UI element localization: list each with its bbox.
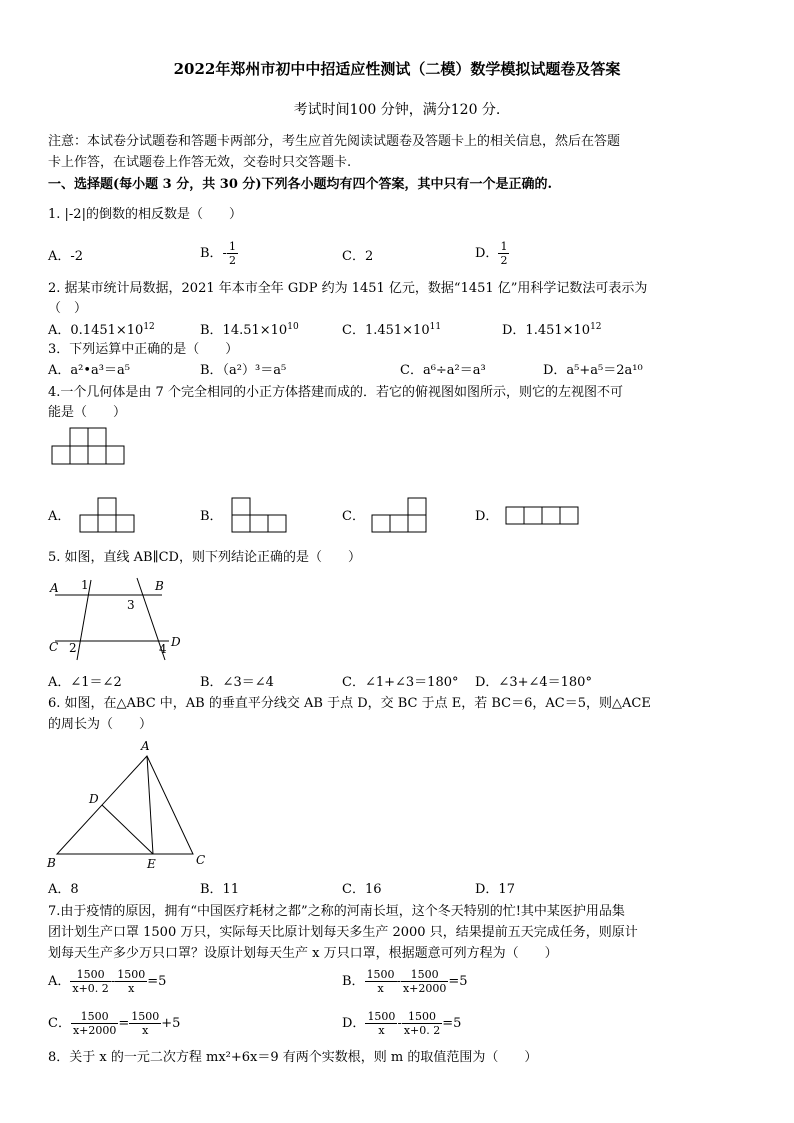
q2-option-c-exponent: 11 <box>429 322 442 332</box>
q2-option-a-exponent: 12 <box>143 322 155 332</box>
fraction-denominator: x <box>128 982 135 995</box>
q6-triangle-figure <box>45 738 215 870</box>
q5-option-a: A．∠1＝∠2 <box>48 675 122 690</box>
q4-stem-line-1: 4.一个几何体是由 7 个完全相同的小正方体搭建而成的．若它的俯视图如图所示，则它的左视图不可 <box>48 385 623 400</box>
fraction-numerator: 1 <box>500 240 508 253</box>
q1-option-b <box>200 240 238 267</box>
fraction-denominator: x <box>378 1024 385 1037</box>
equals-sign: = <box>118 1016 130 1031</box>
q5-parallel-lines-figure <box>45 574 195 664</box>
fraction-denominator: 2 <box>228 254 236 267</box>
fraction-numerator: 1500 <box>402 1010 442 1024</box>
minus-sign: - <box>110 974 116 989</box>
equation-tail: =5 <box>147 974 167 989</box>
q7-option-c <box>48 1010 180 1037</box>
q3-option-a: A．a²•a³＝a⁵ <box>48 363 130 378</box>
q2-stem-line-2: （ ） <box>48 301 88 316</box>
fraction-denominator: x <box>377 982 384 995</box>
q1-option-d <box>475 240 509 267</box>
fraction-denominator: 2 <box>500 254 508 267</box>
segment-de <box>102 805 153 854</box>
q2-option-d <box>502 322 602 340</box>
fraction-denominator: x+0. 2 <box>72 982 109 995</box>
q5-label-d: D <box>171 635 181 649</box>
fraction-numerator: 1500 <box>71 1010 118 1024</box>
fraction-denominator: x+0. 2 <box>403 1024 441 1037</box>
q2-option-c <box>342 322 441 340</box>
section-heading: 一、选择题(每小题 3 分，共 30 分)下列各小题均有四个答案，其中只有一个是正确的. <box>48 177 553 192</box>
q6-label-d: D <box>89 792 99 806</box>
q3-option-c: C．a⁶÷a²＝a³ <box>400 363 486 378</box>
q2-option-b-exponent: 10 <box>287 322 299 332</box>
q7-option-d-fraction-1 <box>365 1010 397 1037</box>
q6-label-e: E <box>147 857 156 871</box>
q2-stem-line-1: 2. 据某市统计局数据，2021 年本市全年 GDP 约为 1451 亿元，数据“1451 亿”用科学记数法可表示为 <box>48 281 648 296</box>
notice-line-1: 注意：本试卷分试题卷和答题卡两部分，考生应首先阅读试题卷及答题卡上的相关信息，然后在答题 <box>48 134 621 149</box>
q7-option-c-fraction-1 <box>71 1010 118 1037</box>
q3-option-b: B．（a²）³＝a⁵ <box>200 363 287 378</box>
q7-option-d-label: D． <box>342 1016 366 1031</box>
q1-option-d-fraction <box>498 240 509 267</box>
q6-label-a: A <box>141 739 150 753</box>
q7-option-d <box>342 1010 461 1037</box>
triangle-abc <box>57 756 193 854</box>
q4-option-d-figure <box>506 507 580 527</box>
q1-option-b-label: B．- <box>200 246 227 261</box>
fraction-numerator: 1500 <box>401 968 448 982</box>
q6-stem-line-1: 6. 如图，在△ABC 中，AB 的垂直平分线交 AB 于点 D，交 BC 于点 E，若 BC＝6，AC＝5，则△ACE <box>48 696 651 711</box>
q1-option-c: C．2 <box>342 249 374 264</box>
q5-stem: 5. 如图，直线 AB∥CD，则下列结论正确的是（ ） <box>48 550 361 565</box>
q7-stem-line-3: 划每天生产多少万只口罩？设原计划每天生产 x 万只口罩，根据题意可列方程为（ ） <box>48 946 558 961</box>
q1-option-d-label: D． <box>475 246 499 261</box>
fraction-denominator: x+2000 <box>72 1024 117 1037</box>
q2-option-c-text: C．1.451×10 <box>342 323 430 338</box>
fraction-numerator: 1500 <box>70 968 110 982</box>
q5-angle-3: 3 <box>127 598 135 612</box>
q6-stem-line-2: 的周长为（ ） <box>48 717 153 732</box>
q2-option-d-exponent: 12 <box>590 322 602 332</box>
fraction-numerator: 1500 <box>366 968 395 981</box>
q6-option-d: D．17 <box>475 882 515 897</box>
q1-option-b-fraction <box>227 240 238 267</box>
q7-option-b <box>342 968 468 995</box>
q5-label-b: B <box>155 579 164 593</box>
equation-tail: =5 <box>442 1016 462 1031</box>
q7-option-a-label: A． <box>48 974 71 989</box>
fraction-numerator: 1 <box>228 240 236 253</box>
q5-option-b: B．∠3＝∠4 <box>200 675 274 690</box>
q4-top-view-figure <box>52 428 126 466</box>
q1-stem: 1. |-2|的倒数的相反数是（ ） <box>48 207 242 222</box>
fraction-denominator: x <box>142 1024 149 1037</box>
q4-option-c-figure <box>372 498 428 534</box>
q3-stem: 3．下列运算中正确的是（ ） <box>48 342 239 357</box>
q7-option-a-fraction-1 <box>70 968 110 995</box>
q5-angle-4: 4 <box>159 642 167 656</box>
q7-option-d-fraction-2 <box>402 1010 442 1037</box>
q5-option-c: C．∠1+∠3＝180° <box>342 675 459 690</box>
minus-sign: - <box>397 1016 402 1031</box>
q7-option-b-label: B． <box>342 974 365 989</box>
q7-option-b-fraction-2 <box>401 968 448 995</box>
fraction-numerator: 1500 <box>117 968 146 981</box>
q4-option-b-figure <box>232 498 288 534</box>
q6-option-c: C．16 <box>342 882 382 897</box>
page-title: 2022年郑州市初中中招适应性测试（二模）数学模拟试题卷及答案 <box>173 60 621 78</box>
q4-option-c-label: C． <box>342 509 365 524</box>
q5-angle-1: 1 <box>81 578 89 592</box>
fraction-numerator: 1500 <box>367 1010 396 1023</box>
q7-option-a-fraction-2 <box>115 968 147 995</box>
notice-line-2: 卡上作答，在试题卷上作答无效，交卷时只交答题卡. <box>48 155 352 170</box>
q6-option-b: B．11 <box>200 882 240 897</box>
fraction-numerator: 1500 <box>131 1010 160 1023</box>
fraction-denominator: x+2000 <box>402 982 447 995</box>
q6-label-b: B <box>47 856 56 870</box>
q5-angle-2: 2 <box>69 641 77 655</box>
q2-option-b-text: B．14.51×10 <box>200 323 288 338</box>
q2-option-b <box>200 322 299 340</box>
q2-option-a-text: A．0.1451×10 <box>48 323 144 338</box>
q4-option-a-figure <box>80 498 136 534</box>
q7-option-a <box>48 968 166 995</box>
q7-stem-line-1: 7.由于疫情的原因，拥有“中国医疗耗材之都”之称的河南长垣，这个冬天特别的忙!其中某医护用品集 <box>48 904 625 919</box>
q1-option-a: A．-2 <box>48 249 84 264</box>
equation-tail: =5 <box>448 974 468 989</box>
q4-option-b-label: B． <box>200 509 223 524</box>
q6-option-a: A．8 <box>48 882 79 897</box>
equation-tail: +5 <box>161 1016 181 1031</box>
q4-option-a-label: A． <box>48 509 71 524</box>
q2-option-a <box>48 322 155 340</box>
q7-option-b-fraction-1 <box>365 968 397 995</box>
q4-stem-line-2: 能是（ ） <box>48 405 127 420</box>
minus-sign: - <box>396 974 401 989</box>
q5-option-d: D．∠3+∠4＝180° <box>475 675 592 690</box>
q4-option-d-label: D． <box>475 509 499 524</box>
q2-option-d-text: D．1.451×10 <box>502 323 591 338</box>
q7-stem-line-2: 团计划生产口罩 1500 万只，实际每天比原计划每天多生产 2000 只，结果提前五天完成任务，则原计 <box>48 925 638 940</box>
exam-info: 考试时间100 分钟，满分120 分. <box>293 102 501 118</box>
q3-option-d: D．a⁵+a⁵＝2a¹⁰ <box>543 363 643 378</box>
q8-stem: 8．关于 x 的一元二次方程 mx²+6x＝9 有两个实数根，则 m 的取值范围为（ ） <box>48 1050 538 1065</box>
transversal-left <box>77 580 91 660</box>
q7-option-c-fraction-2 <box>129 1010 161 1037</box>
q5-label-a: A <box>50 581 59 595</box>
q5-label-c: C <box>49 640 59 654</box>
q7-option-c-label: C． <box>48 1016 71 1031</box>
segment-ae <box>147 756 153 854</box>
q6-label-c: C <box>196 853 206 867</box>
